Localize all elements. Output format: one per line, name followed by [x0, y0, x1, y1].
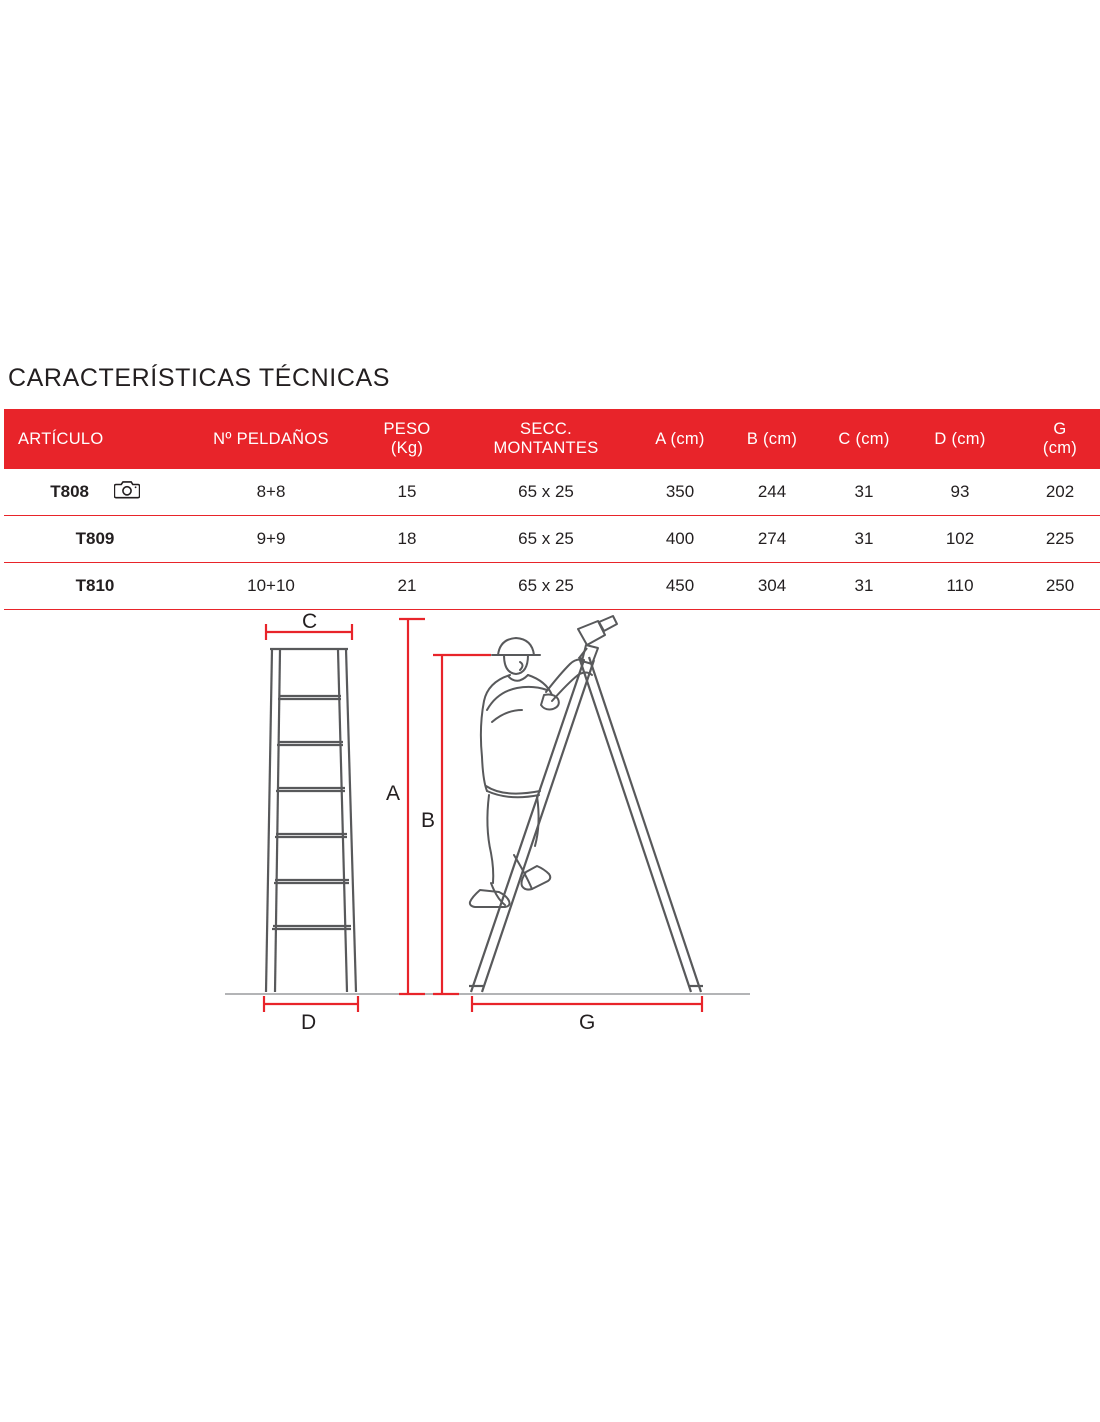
cell-b: 244 [726, 469, 818, 516]
cell-peso: 18 [356, 516, 458, 563]
article-code: T808 [50, 481, 89, 501]
open-ladder [469, 648, 703, 992]
table-header [4, 409, 1100, 469]
dimension-g [472, 996, 702, 1012]
cell-seccion: 65 x 25 [458, 563, 634, 610]
column-header-b: B (cm) [726, 409, 818, 469]
cell-peldanos: 10+10 [186, 563, 356, 610]
closed-ladder [266, 649, 356, 992]
ladder-dimension-diagram [180, 600, 800, 1050]
table-body [4, 469, 1100, 610]
cell-b: 274 [726, 516, 818, 563]
article-code: T810 [75, 576, 115, 595]
cell-a: 400 [634, 516, 726, 563]
cell-d: 93 [910, 469, 1010, 516]
column-header-d: D (cm) [910, 409, 1010, 469]
dimension-d [264, 996, 358, 1012]
column-header-a: A (cm) [634, 409, 726, 469]
label-g: G [579, 1011, 596, 1034]
cell-peldanos: 9+9 [186, 516, 356, 563]
diagram-svg [180, 600, 800, 1050]
label-a: A [386, 782, 401, 805]
cell-b: 304 [726, 563, 818, 610]
cell-seccion: 65 x 25 [458, 516, 634, 563]
column-header-seccion-montantes: SECC. MONTANTES [458, 409, 634, 469]
cell-a: 450 [634, 563, 726, 610]
cell-seccion: 65 x 25 [458, 469, 634, 516]
label-c: C [302, 610, 318, 633]
technical-specs-table [4, 409, 1100, 610]
cell-g: 202 [1010, 469, 1100, 516]
cell-c: 31 [818, 469, 910, 516]
column-header-peldanos: Nº PELDAÑOS [186, 409, 356, 469]
cell-peso: 15 [356, 469, 458, 516]
table-header-row [4, 409, 1100, 469]
article-code: T809 [75, 529, 115, 548]
cell-articulo [4, 516, 186, 563]
column-header-g: G (cm) [1010, 409, 1100, 469]
cell-g: 250 [1010, 563, 1100, 610]
dimension-a [399, 619, 425, 994]
table-row [4, 516, 1100, 563]
cell-a: 350 [634, 469, 726, 516]
worker-illustration [470, 616, 617, 907]
cell-articulo [4, 469, 186, 516]
cell-c: 31 [818, 516, 910, 563]
label-d: D [301, 1011, 317, 1034]
column-header-articulo: ARTÍCULO [4, 409, 186, 469]
page-title: CARACTERÍSTICAS TÉCNICAS [8, 364, 391, 392]
column-header-peso: PESO (Kg) [356, 409, 458, 469]
cell-peso: 21 [356, 563, 458, 610]
table-row [4, 469, 1100, 516]
cell-articulo [4, 563, 186, 610]
cell-g: 225 [1010, 516, 1100, 563]
cell-d: 110 [910, 563, 1010, 610]
cell-d: 102 [910, 516, 1010, 563]
column-header-c: C (cm) [818, 409, 910, 469]
label-b: B [421, 809, 436, 832]
cell-peldanos: 8+8 [186, 469, 356, 516]
cell-c: 31 [818, 563, 910, 610]
camera-icon[interactable] [114, 479, 140, 504]
